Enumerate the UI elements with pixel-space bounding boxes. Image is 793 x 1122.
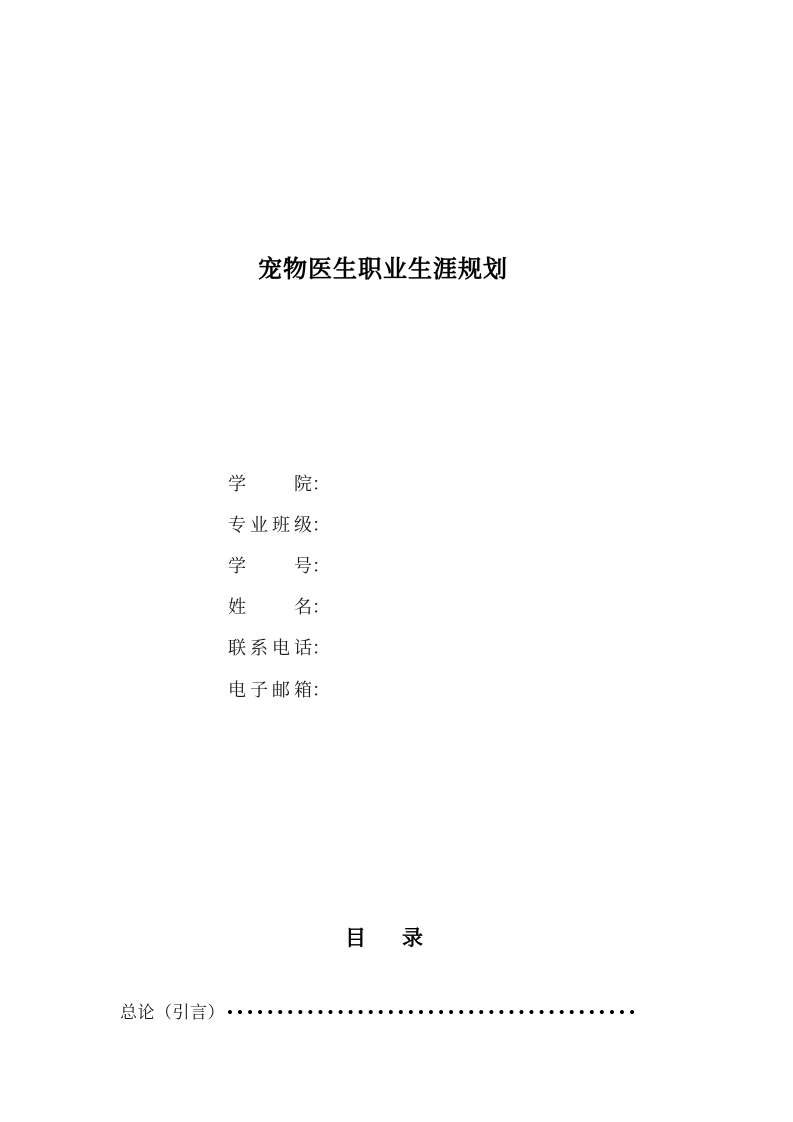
field-colon: ： — [312, 638, 330, 659]
form-row-college — [228, 462, 628, 503]
toc-entry — [120, 1001, 673, 1025]
field-value-student-id[interactable] — [330, 553, 550, 577]
field-value-name[interactable] — [330, 594, 550, 618]
field-label-phone: 联系电话 — [228, 638, 312, 659]
form-row-phone — [228, 627, 628, 668]
field-label-major-class: 专业班级 — [228, 514, 312, 535]
document-title: 宠物医生职业生涯规划 — [258, 257, 508, 283]
field-label-college: 学院 — [228, 473, 312, 494]
field-label-email: 电子邮箱 — [228, 679, 312, 700]
toc-leader-dots: ••••••••••••••••••••••••••••••••••••••••• — [227, 1003, 640, 1022]
cover-form — [228, 462, 628, 709]
form-row-major-class — [228, 503, 628, 544]
field-label-student-id: 学号 — [228, 555, 312, 576]
field-colon: ： — [312, 679, 330, 700]
field-value-email[interactable] — [330, 677, 550, 701]
field-label-name: 姓名 — [228, 597, 312, 618]
form-row-email — [228, 668, 628, 709]
field-colon: ： — [312, 597, 330, 618]
form-row-name — [228, 586, 628, 627]
field-value-phone[interactable] — [330, 635, 550, 659]
field-value-college[interactable] — [330, 471, 550, 495]
field-value-major-class[interactable] — [330, 512, 550, 536]
field-colon: ： — [312, 473, 330, 494]
form-row-student-id — [228, 544, 628, 585]
field-colon: ： — [312, 555, 330, 576]
toc-heading: 目录 — [345, 926, 423, 950]
field-colon: ： — [312, 514, 330, 535]
toc-entry-title[interactable]: 总论（引言） — [120, 1003, 225, 1022]
